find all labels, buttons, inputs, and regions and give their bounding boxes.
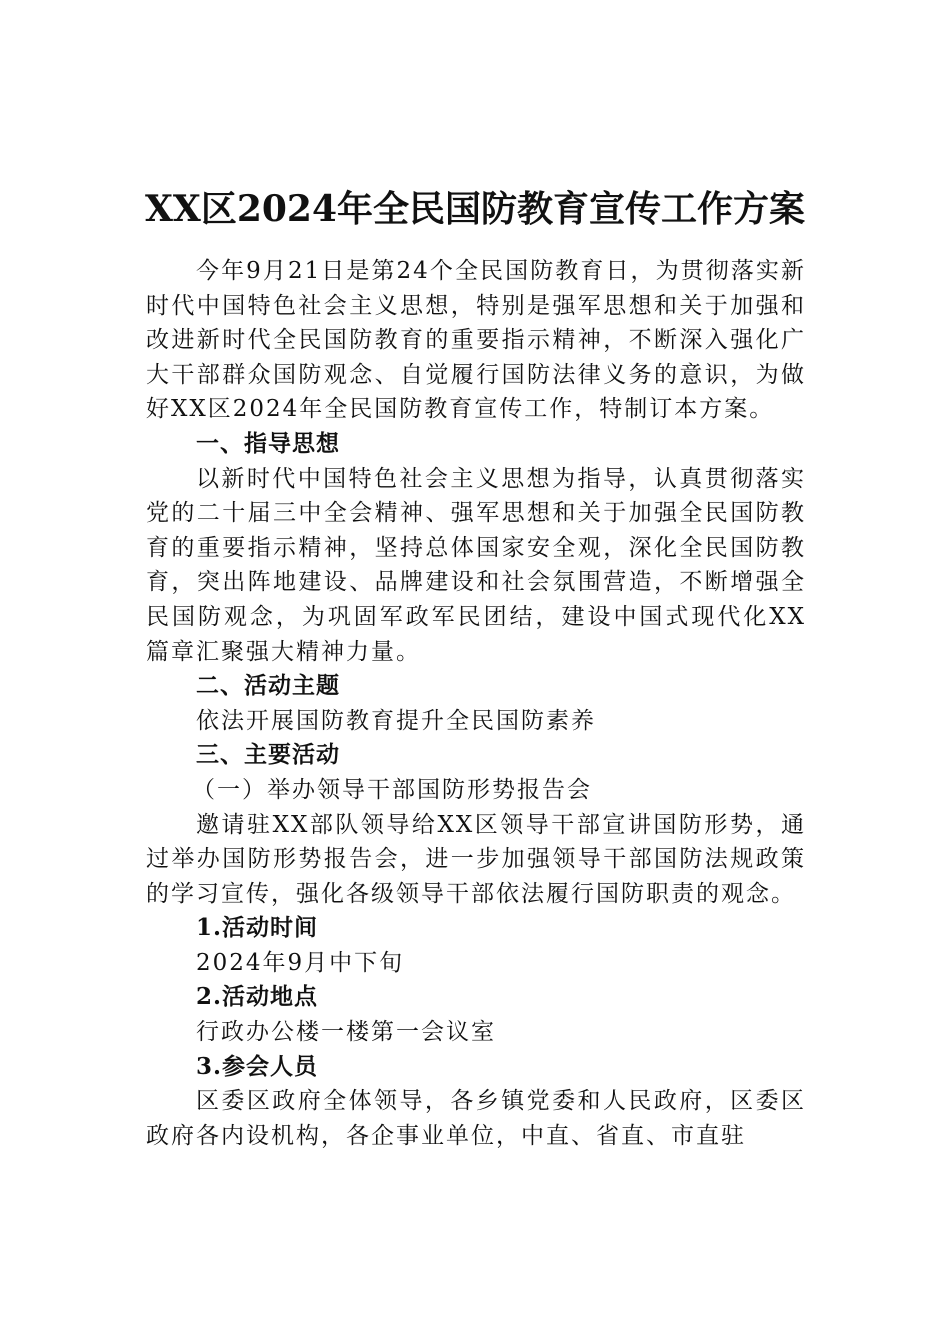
section-heading-activity-theme: 二、活动主题 <box>196 672 340 700</box>
activity-theme-paragraph: 依法开展国防教育提升全民国防素养 <box>196 707 596 734</box>
report-meeting-paragraph: 邀请驻XX部队领导给XX区领导干部宣讲国防形势，通过举办国防形势报告会，进一步加强领导干部国防法规政策的学习宣传，强化各级领导干部依法履行国防职责的观念。 <box>146 811 806 907</box>
intro-paragraph: 今年9月21日是第24个全民国防教育日，为贯彻落实新时代中国特色社会主义思想，特别是强军思想和关于加强和改进新时代全民国防教育的重要指示精神，不断深入强化广大干部群众国防观念、自觉履行国防法律义务的意识，为做好XX区2024年全民国防教育宣传工作，特制订本方案。 <box>146 258 806 423</box>
guiding-ideology-paragraph: 以新时代中国特色社会主义思想为指导，认真贯彻落实党的二十届三中全会精神、强军思想和关于加强全民国防教育的重要指示精神，坚持总体国家安全观，深化全民国防教育，突出阵地建设、品牌建设和社会氛围营造，不断增强全民国防观念，为巩固军政军民团结，建设中国式现代化XX篇章汇聚强大精神力量。 <box>146 465 806 665</box>
document-title: XX区2024年全民国防教育宣传工作方案 <box>144 188 806 231</box>
activity-location-paragraph: 行政办公楼一楼第一会议室 <box>196 1019 496 1046</box>
attendees-paragraph: 区委区政府全体领导，各乡镇党委和人民政府，区委区政府各内设机构，各企事业单位，中直、省直、市直驻 <box>146 1088 806 1149</box>
section-heading-guiding-ideology: 一、指导思想 <box>196 429 340 457</box>
section-heading-main-activities: 三、主要活动 <box>196 741 340 769</box>
item-heading-attendees: 3.参会人员 <box>196 1052 319 1080</box>
subsection-heading-report-meeting: （一）举办领导干部国防形势报告会 <box>192 776 592 803</box>
item-heading-activity-time: 1.活动时间 <box>196 914 319 942</box>
item-heading-activity-location: 2.活动地点 <box>196 983 319 1011</box>
document-body <box>146 254 806 1153</box>
activity-time-paragraph: 2024年9月中下旬 <box>196 949 405 976</box>
